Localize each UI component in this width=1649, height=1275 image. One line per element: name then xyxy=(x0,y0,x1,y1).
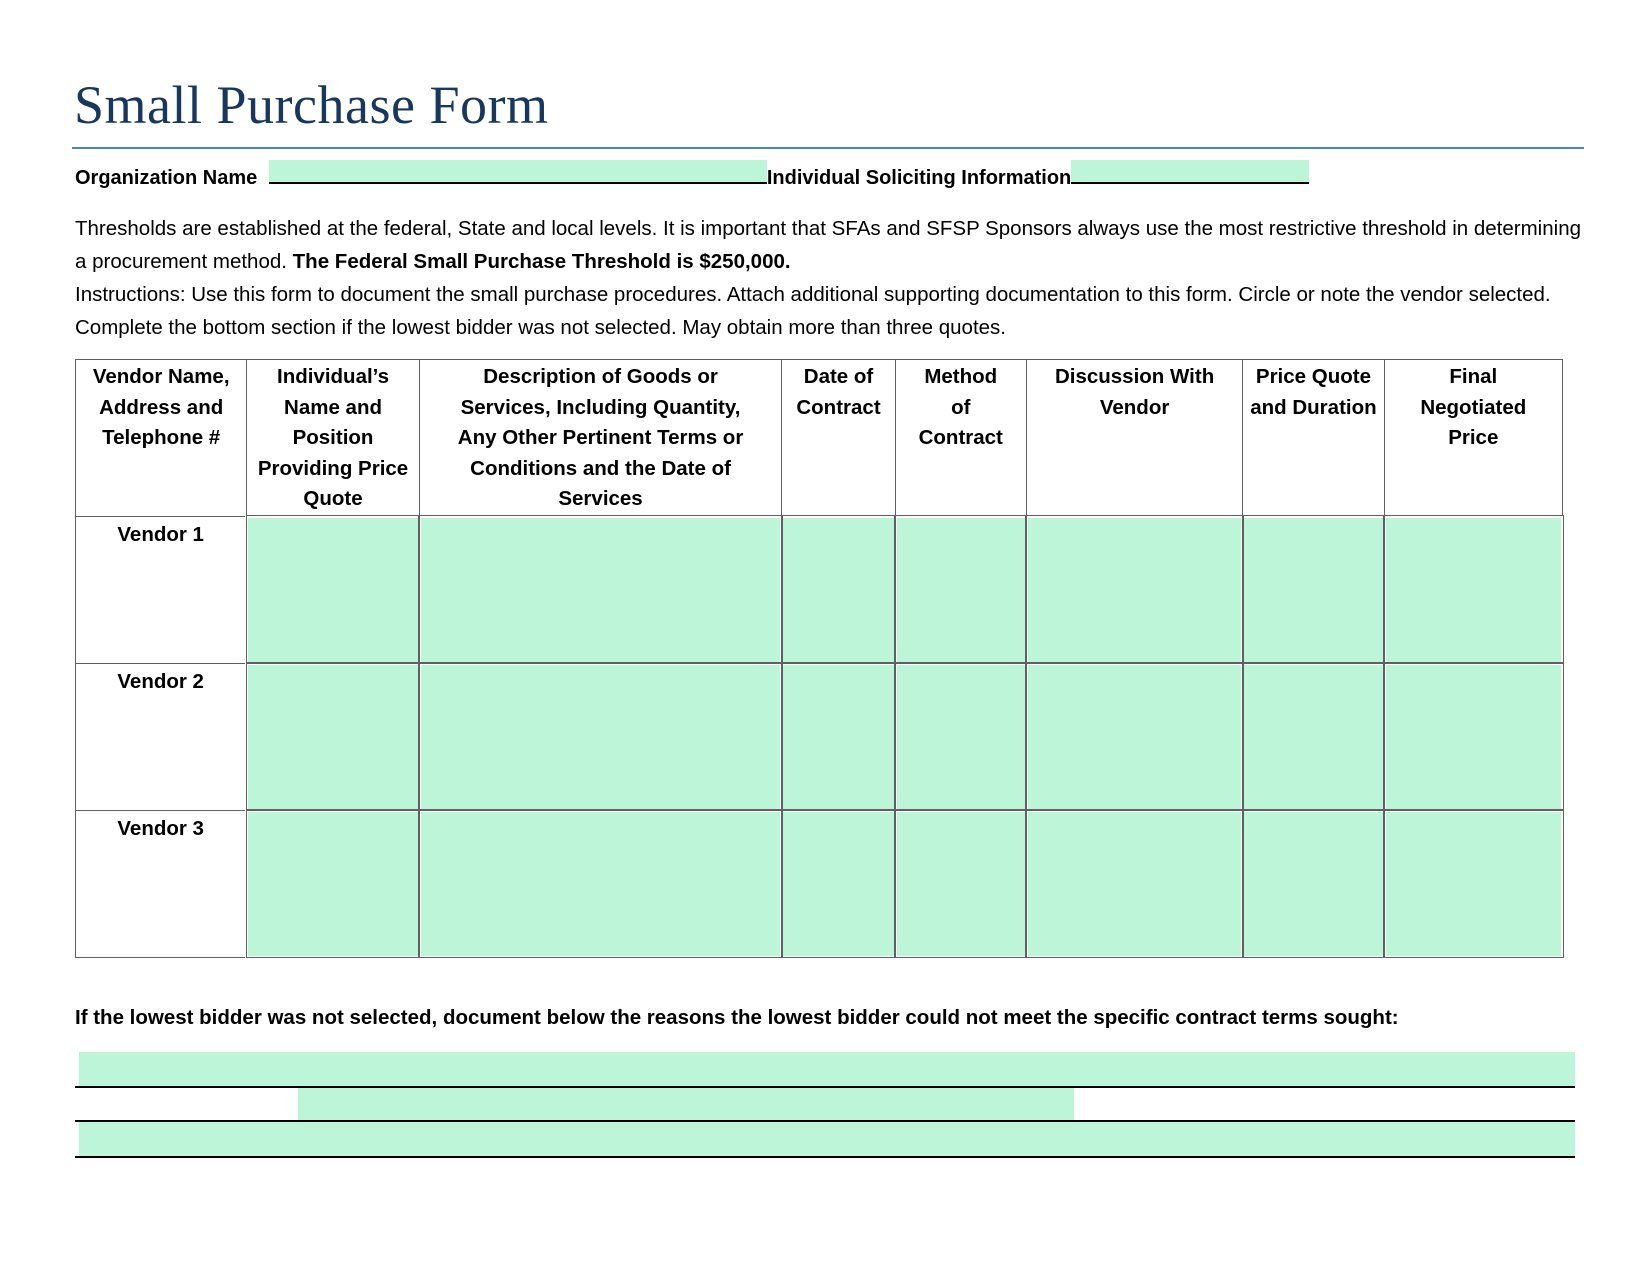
vendor-row-label: Vendor 2 xyxy=(76,663,247,810)
price-quote-field[interactable] xyxy=(1243,516,1384,663)
price-quote-field[interactable] xyxy=(1243,810,1384,957)
date-of-contract-field[interactable] xyxy=(782,810,895,957)
discussion-field[interactable] xyxy=(1026,810,1242,957)
form-title: Small Purchase Form xyxy=(74,75,549,135)
column-header: Vendor Name, Address and Telephone # xyxy=(76,360,247,517)
individual-name-field[interactable] xyxy=(247,516,419,663)
instructions-paragraph: Instructions: Use this form to document the small purchase procedures. Attach additional supporting documentation to this form. Circle or note the vendor selected. Complete the bottom section if the lowest bidder was not selected. May obtain more than three quotes. xyxy=(75,283,1551,339)
description-field[interactable] xyxy=(419,516,782,663)
date-of-contract-field[interactable] xyxy=(782,516,895,663)
organization-name-field[interactable] xyxy=(269,160,767,184)
method-of-contract-field[interactable] xyxy=(895,810,1026,957)
vendor-quote-table xyxy=(75,359,1564,959)
individual-soliciting-label: Individual Soliciting Information xyxy=(766,167,1072,189)
method-of-contract-field[interactable] xyxy=(895,663,1026,810)
final-price-field[interactable] xyxy=(1384,663,1562,810)
table-row xyxy=(76,663,1563,810)
table-row xyxy=(76,810,1563,957)
title-divider xyxy=(72,147,1584,149)
header-fields xyxy=(75,160,1309,192)
method-of-contract-field[interactable] xyxy=(895,516,1026,663)
threshold-bold-text: The Federal Small Purchase Threshold is $250,000. xyxy=(292,250,791,273)
discussion-field[interactable] xyxy=(1026,663,1242,810)
description-field[interactable] xyxy=(419,663,782,810)
reason-field-line-1[interactable] xyxy=(79,1052,1575,1086)
threshold-text: Thresholds are established at the federal, State and local levels. It is important that SFAs and SFSP Sponsors always use the most restrictive threshold in determining a procurement method. xyxy=(75,217,1581,273)
individual-name-field[interactable] xyxy=(247,663,419,810)
final-price-field[interactable] xyxy=(1384,516,1562,663)
column-header: Method of Contract xyxy=(895,360,1026,517)
reason-field-line-2[interactable] xyxy=(298,1088,1074,1120)
vendor-row-label: Vendor 3 xyxy=(76,810,247,957)
column-header: Price Quote and Duration xyxy=(1243,360,1384,517)
column-header: Final Negotiated Price xyxy=(1384,360,1562,517)
individual-name-field[interactable] xyxy=(247,810,419,957)
lowest-bidder-instructions: If the lowest bidder was not selected, document below the reasons the lowest bidder could not meet the specific contract terms sought: xyxy=(75,1006,1399,1029)
final-price-field[interactable] xyxy=(1384,810,1562,957)
description-field[interactable] xyxy=(419,810,782,957)
table-row xyxy=(76,516,1563,663)
reason-line-3 xyxy=(75,1156,1575,1158)
column-header: Date of Contract xyxy=(782,360,895,517)
price-quote-field[interactable] xyxy=(1243,663,1384,810)
organization-name-label: Organization Name xyxy=(75,167,258,189)
vendor-row-label: Vendor 1 xyxy=(76,516,247,663)
reason-field-line-3[interactable] xyxy=(79,1122,1575,1156)
threshold-paragraph xyxy=(75,212,1585,278)
column-header: Description of Goods or Services, Including Quantity, Any Other Pertinent Terms or Conditions and the Date of Services xyxy=(419,360,782,517)
individual-soliciting-field[interactable] xyxy=(1071,160,1309,184)
table-header-row xyxy=(76,360,1563,517)
date-of-contract-field[interactable] xyxy=(782,663,895,810)
discussion-field[interactable] xyxy=(1026,516,1242,663)
column-header: Individual’s Name and Position Providing Price Quote xyxy=(247,360,419,517)
column-header: Discussion With Vendor xyxy=(1026,360,1242,517)
